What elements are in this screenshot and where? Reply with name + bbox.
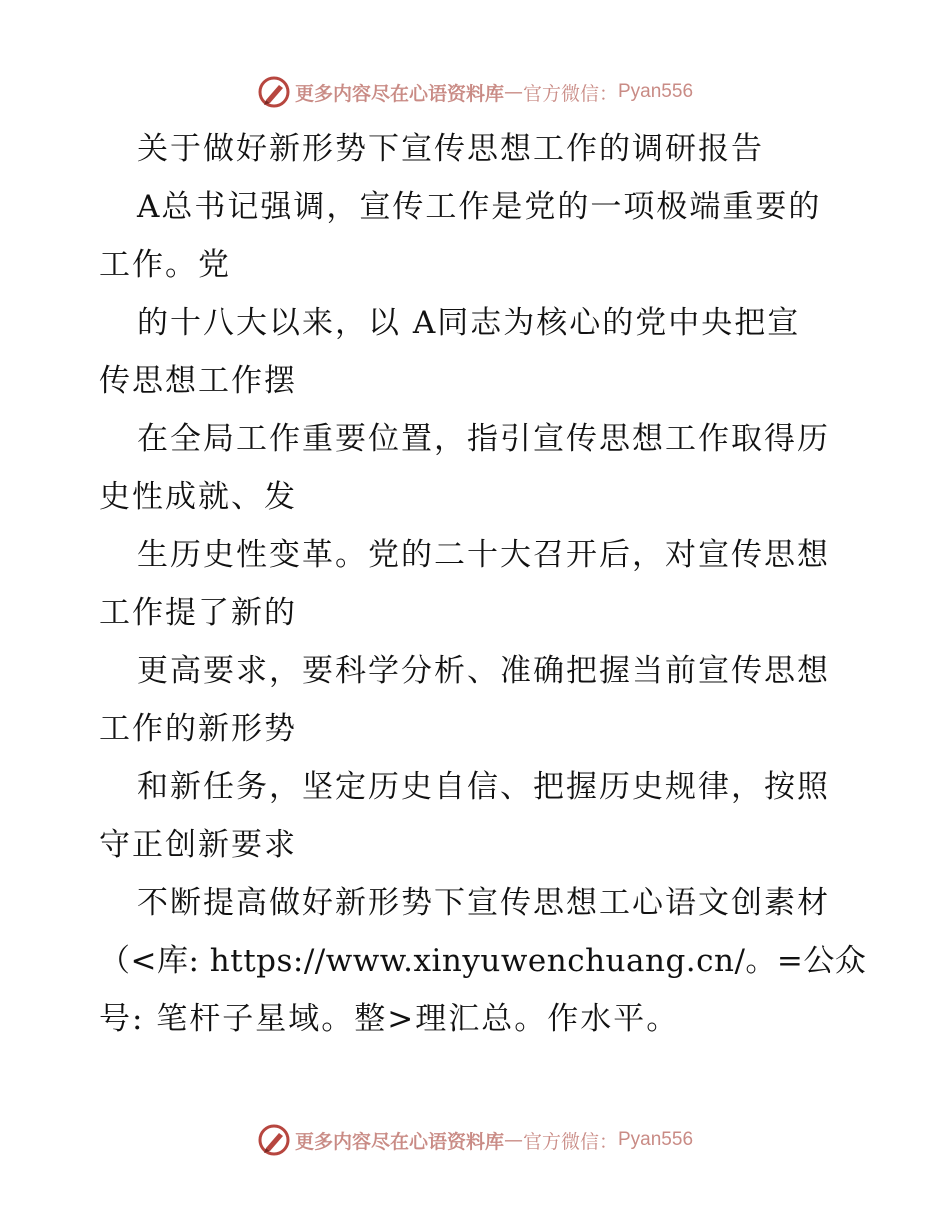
pen-logo-icon — [257, 75, 291, 109]
paragraph-line: 史性成就、发 — [99, 479, 297, 515]
footer-watermark — [0, 1120, 950, 1160]
header-watermark — [0, 72, 950, 112]
paragraph-line: 号: 笔杆子星域。整>理汇总。作水平。 — [99, 1001, 680, 1037]
paragraph-line: 生历史性变革。党的二十大召开后，对宣传思想 — [137, 537, 830, 573]
paragraph-line: 在全局工作重要位置，指引宣传思想工作取得历 — [137, 421, 830, 457]
watermark-wechat-id: Pyan556 — [618, 1129, 694, 1150]
watermark-separator: — — [503, 81, 523, 103]
paragraph-line: 和新任务，坚定历史自信、把握历史规律，按照 — [137, 769, 830, 805]
paragraph-line: （<库: https://www.xinyuwenchuang.cn/。=公众 — [99, 943, 867, 979]
watermark-wechat-label: 官方微信： — [522, 1130, 618, 1153]
paragraph-line: 不断提高做好新形势下宣传思想工心语文创素材 — [137, 885, 830, 921]
watermark-wechat-id: Pyan556 — [618, 81, 694, 102]
paragraph-line: 更高要求，要科学分析、准确把握当前宣传思想 — [137, 653, 830, 689]
document-title: 关于做好新形势下宣传思想工作的调研报告 — [137, 131, 764, 167]
watermark-wechat-label: 官方微信： — [522, 82, 618, 105]
paragraph-line: 工作。党 — [99, 247, 231, 283]
paragraph-line: 守正创新要求 — [99, 827, 297, 863]
watermark-main-text: 更多内容尽在心语资料库 — [294, 82, 504, 105]
watermark-main-text: 更多内容尽在心语资料库 — [294, 1130, 504, 1153]
paragraph-line: 的十八大以来，以 A同志为核心的党中央把宣 — [137, 305, 801, 341]
watermark-separator: — — [503, 1129, 523, 1151]
paragraph-line: 工作提了新的 — [99, 595, 297, 631]
paragraph-line: 传思想工作摆 — [99, 363, 297, 399]
document-body — [99, 120, 867, 1048]
paragraph-line: A总书记强调，宣传工作是党的一项极端重要的 — [137, 189, 822, 225]
pen-logo-icon — [257, 1123, 291, 1157]
paragraph-line: 工作的新形势 — [99, 711, 297, 747]
